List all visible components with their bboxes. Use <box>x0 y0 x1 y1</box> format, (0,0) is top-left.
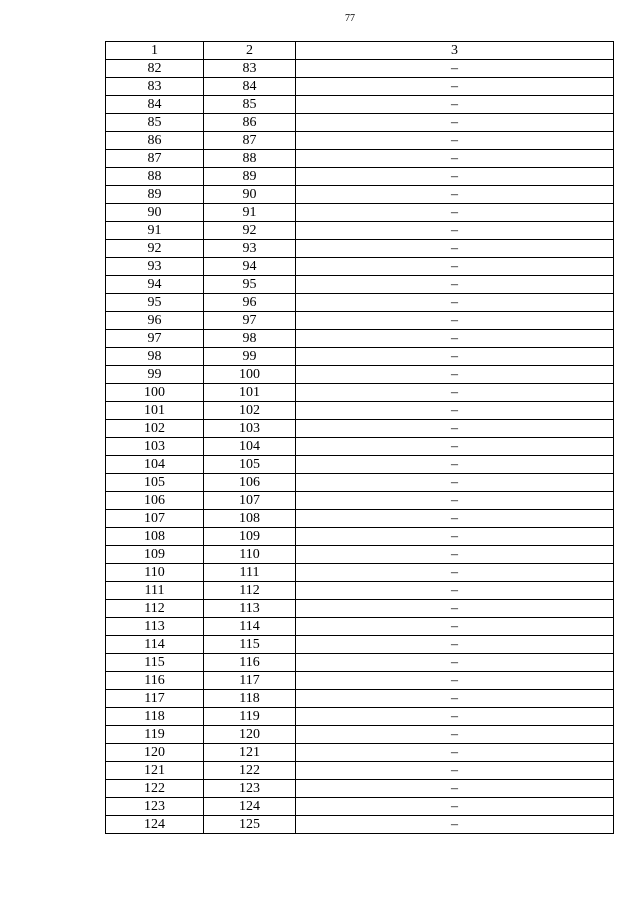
table-cell-col-3: – <box>296 78 614 96</box>
table-cell-col-3: – <box>296 60 614 78</box>
table-cell-col-1: 124 <box>106 816 204 834</box>
table-cell-col-1: 92 <box>106 240 204 258</box>
table-cell-col-2: 93 <box>204 240 296 258</box>
table-row <box>106 816 614 834</box>
table-row <box>106 618 614 636</box>
table-cell-col-2: 110 <box>204 546 296 564</box>
column-header-2: 2 <box>204 42 296 60</box>
table-row <box>106 186 614 204</box>
table-cell-col-3: – <box>296 258 614 276</box>
table-row <box>106 744 614 762</box>
table-cell-col-1: 101 <box>106 402 204 420</box>
table-cell-col-1: 123 <box>106 798 204 816</box>
column-header-3: 3 <box>296 42 614 60</box>
table-row <box>106 330 614 348</box>
table-cell-col-3: – <box>296 420 614 438</box>
table-cell-col-1: 82 <box>106 60 204 78</box>
table-cell-col-1: 112 <box>106 600 204 618</box>
table-cell-col-2: 103 <box>204 420 296 438</box>
table-row <box>106 780 614 798</box>
table-cell-col-1: 120 <box>106 744 204 762</box>
table-cell-col-1: 89 <box>106 186 204 204</box>
table-row <box>106 366 614 384</box>
table-cell-col-3: – <box>296 636 614 654</box>
table-cell-col-2: 117 <box>204 672 296 690</box>
table-cell-col-3: – <box>296 564 614 582</box>
table-row <box>106 204 614 222</box>
table-cell-col-3: – <box>296 672 614 690</box>
table-cell-col-2: 102 <box>204 402 296 420</box>
table-row <box>106 78 614 96</box>
table-row <box>106 492 614 510</box>
table-cell-col-1: 121 <box>106 762 204 780</box>
table-cell-col-1: 111 <box>106 582 204 600</box>
table-cell-col-1: 102 <box>106 420 204 438</box>
table-row <box>106 132 614 150</box>
table-cell-col-3: – <box>296 204 614 222</box>
table-row <box>106 168 614 186</box>
table-cell-col-2: 118 <box>204 690 296 708</box>
table-cell-col-2: 87 <box>204 132 296 150</box>
table-cell-col-1: 106 <box>106 492 204 510</box>
table-cell-col-2: 91 <box>204 204 296 222</box>
table-row <box>106 240 614 258</box>
table-row <box>106 312 614 330</box>
table-cell-col-1: 122 <box>106 780 204 798</box>
table-row <box>106 438 614 456</box>
table-cell-col-2: 94 <box>204 258 296 276</box>
table-cell-col-2: 90 <box>204 186 296 204</box>
table-row <box>106 456 614 474</box>
table-cell-col-1: 88 <box>106 168 204 186</box>
table-cell-col-3: – <box>296 294 614 312</box>
table-cell-col-3: – <box>296 600 614 618</box>
table-cell-col-2: 106 <box>204 474 296 492</box>
table-cell-col-3: – <box>296 744 614 762</box>
table-cell-col-1: 91 <box>106 222 204 240</box>
table-row <box>106 96 614 114</box>
table-cell-col-2: 97 <box>204 312 296 330</box>
table-cell-col-2: 113 <box>204 600 296 618</box>
table-cell-col-3: – <box>296 312 614 330</box>
table-row <box>106 708 614 726</box>
table-cell-col-2: 115 <box>204 636 296 654</box>
table-cell-col-1: 85 <box>106 114 204 132</box>
table-header-row <box>106 42 614 60</box>
table-row <box>106 222 614 240</box>
table-cell-col-3: – <box>296 780 614 798</box>
table-cell-col-1: 100 <box>106 384 204 402</box>
table-cell-col-1: 99 <box>106 366 204 384</box>
table-cell-col-2: 111 <box>204 564 296 582</box>
table-cell-col-3: – <box>296 762 614 780</box>
table-cell-col-1: 110 <box>106 564 204 582</box>
table-cell-col-2: 84 <box>204 78 296 96</box>
table-cell-col-1: 95 <box>106 294 204 312</box>
table-row <box>106 528 614 546</box>
table-cell-col-3: – <box>296 816 614 834</box>
table-cell-col-3: – <box>296 492 614 510</box>
table-cell-col-1: 87 <box>106 150 204 168</box>
table-row <box>106 690 614 708</box>
table-cell-col-2: 86 <box>204 114 296 132</box>
table-cell-col-2: 96 <box>204 294 296 312</box>
table-row <box>106 564 614 582</box>
table-row <box>106 114 614 132</box>
table-row <box>106 762 614 780</box>
table-cell-col-3: – <box>296 132 614 150</box>
table-body <box>106 60 614 834</box>
table-row <box>106 384 614 402</box>
table-cell-col-1: 109 <box>106 546 204 564</box>
table-cell-col-3: – <box>296 690 614 708</box>
table-cell-col-3: – <box>296 96 614 114</box>
table-cell-col-2: 98 <box>204 330 296 348</box>
table-cell-col-2: 122 <box>204 762 296 780</box>
table-cell-col-1: 84 <box>106 96 204 114</box>
table-cell-col-2: 95 <box>204 276 296 294</box>
table-cell-col-3: – <box>296 546 614 564</box>
table-row <box>106 654 614 672</box>
table-cell-col-1: 83 <box>106 78 204 96</box>
table-cell-col-2: 125 <box>204 816 296 834</box>
table-cell-col-2: 121 <box>204 744 296 762</box>
table-cell-col-3: – <box>296 222 614 240</box>
table-cell-col-3: – <box>296 654 614 672</box>
table-row <box>106 726 614 744</box>
table-cell-col-3: – <box>296 402 614 420</box>
table-cell-col-1: 90 <box>106 204 204 222</box>
table-cell-col-1: 118 <box>106 708 204 726</box>
table-row <box>106 60 614 78</box>
table-cell-col-2: 108 <box>204 510 296 528</box>
table-cell-col-3: – <box>296 708 614 726</box>
page-number: 77 <box>345 13 355 24</box>
table-row <box>106 150 614 168</box>
table-cell-col-3: – <box>296 366 614 384</box>
table-row <box>106 636 614 654</box>
table-cell-col-3: – <box>296 798 614 816</box>
table-cell-col-3: – <box>296 726 614 744</box>
table-row <box>106 510 614 528</box>
table-cell-col-3: – <box>296 456 614 474</box>
table-row <box>106 258 614 276</box>
table-cell-col-3: – <box>296 348 614 366</box>
table-cell-col-3: – <box>296 528 614 546</box>
table-cell-col-3: – <box>296 114 614 132</box>
table-cell-col-1: 103 <box>106 438 204 456</box>
table-cell-col-3: – <box>296 186 614 204</box>
table-cell-col-3: – <box>296 150 614 168</box>
table-cell-col-3: – <box>296 438 614 456</box>
table-cell-col-3: – <box>296 474 614 492</box>
table-cell-col-3: – <box>296 618 614 636</box>
table-row <box>106 582 614 600</box>
table-cell-col-2: 109 <box>204 528 296 546</box>
table-cell-col-2: 88 <box>204 150 296 168</box>
table-row <box>106 402 614 420</box>
table-row <box>106 420 614 438</box>
table-cell-col-2: 112 <box>204 582 296 600</box>
table-row <box>106 798 614 816</box>
table-cell-col-1: 86 <box>106 132 204 150</box>
table-cell-col-2: 114 <box>204 618 296 636</box>
table-cell-col-1: 115 <box>106 654 204 672</box>
table-cell-col-3: – <box>296 330 614 348</box>
table-row <box>106 474 614 492</box>
table-cell-col-2: 101 <box>204 384 296 402</box>
table-row <box>106 600 614 618</box>
table-row <box>106 348 614 366</box>
table-cell-col-2: 99 <box>204 348 296 366</box>
table-cell-col-1: 97 <box>106 330 204 348</box>
table-cell-col-3: – <box>296 384 614 402</box>
table-cell-col-1: 98 <box>106 348 204 366</box>
table-cell-col-2: 123 <box>204 780 296 798</box>
table-cell-col-3: – <box>296 240 614 258</box>
table-row <box>106 276 614 294</box>
table-cell-col-2: 83 <box>204 60 296 78</box>
table-cell-col-2: 85 <box>204 96 296 114</box>
table-cell-col-2: 104 <box>204 438 296 456</box>
table-cell-col-1: 107 <box>106 510 204 528</box>
table-cell-col-2: 124 <box>204 798 296 816</box>
column-header-1: 1 <box>106 42 204 60</box>
table-cell-col-3: – <box>296 168 614 186</box>
table-cell-col-1: 94 <box>106 276 204 294</box>
table-cell-col-1: 108 <box>106 528 204 546</box>
table-cell-col-1: 114 <box>106 636 204 654</box>
table-cell-col-1: 119 <box>106 726 204 744</box>
table-cell-col-1: 93 <box>106 258 204 276</box>
table-cell-col-3: – <box>296 510 614 528</box>
table-row <box>106 672 614 690</box>
table-cell-col-1: 96 <box>106 312 204 330</box>
table-cell-col-2: 119 <box>204 708 296 726</box>
table-row <box>106 294 614 312</box>
table-cell-col-3: – <box>296 582 614 600</box>
data-table <box>105 41 614 834</box>
table-cell-col-1: 113 <box>106 618 204 636</box>
table-cell-col-3: – <box>296 276 614 294</box>
table-cell-col-2: 92 <box>204 222 296 240</box>
table-cell-col-2: 105 <box>204 456 296 474</box>
table-cell-col-2: 120 <box>204 726 296 744</box>
table-cell-col-1: 105 <box>106 474 204 492</box>
table-cell-col-1: 104 <box>106 456 204 474</box>
table-cell-col-1: 117 <box>106 690 204 708</box>
table-cell-col-1: 116 <box>106 672 204 690</box>
table-row <box>106 546 614 564</box>
table-cell-col-2: 107 <box>204 492 296 510</box>
table-header <box>106 42 614 60</box>
table-cell-col-2: 100 <box>204 366 296 384</box>
table-cell-col-2: 89 <box>204 168 296 186</box>
table-cell-col-2: 116 <box>204 654 296 672</box>
